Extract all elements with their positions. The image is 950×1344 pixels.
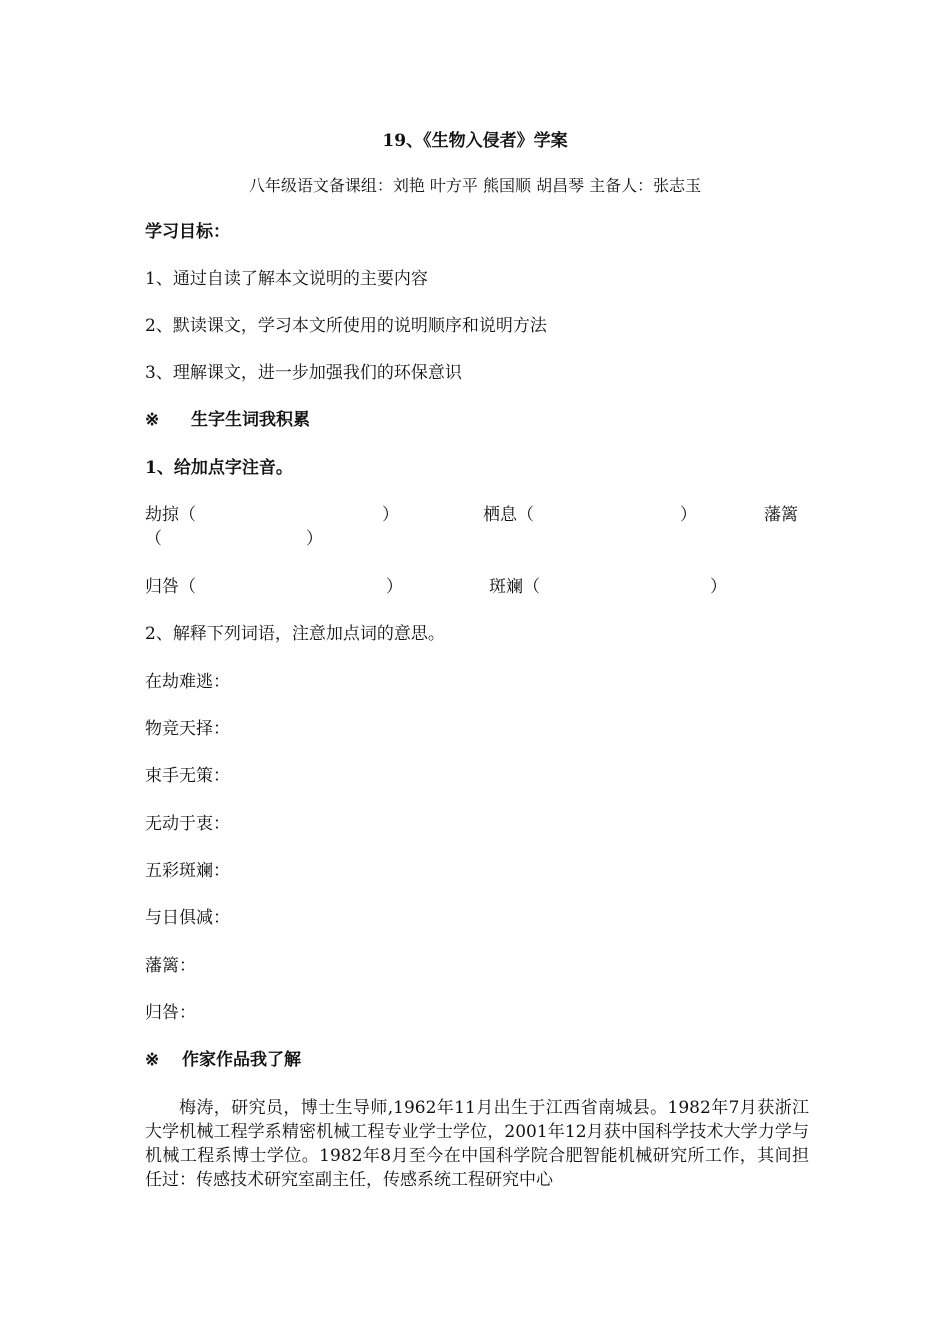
section-author-heading bbox=[145, 1048, 301, 1072]
objective-item-2: 2、默读课文，学习本文所使用的说明顺序和说明方法 bbox=[145, 316, 547, 336]
reference-mark-symbol: ※ bbox=[145, 1050, 160, 1070]
pinyin-close-5: ） bbox=[710, 577, 727, 597]
section-vocab-heading bbox=[145, 408, 310, 432]
objective-item-3: 3、理解课文，进一步加强我们的环保意识 bbox=[145, 363, 462, 383]
document-title: 19、《生物入侵者》学案 bbox=[382, 131, 568, 151]
term-item: 在劫难逃： bbox=[145, 672, 230, 692]
term-item: 束手无策： bbox=[145, 766, 230, 786]
objectives-heading: 学习目标： bbox=[145, 222, 230, 242]
pinyin-close-4: ） bbox=[386, 577, 403, 597]
term-item: 归咎： bbox=[145, 1003, 196, 1023]
pinyin-word-1: 劫掠（ bbox=[145, 505, 196, 525]
pinyin-close-2: ） bbox=[680, 505, 697, 525]
pinyin-word-2: 栖息（ bbox=[483, 505, 534, 525]
section-vocab-title: 生字生词我积累 bbox=[191, 410, 310, 430]
term-item: 藩篱： bbox=[145, 956, 196, 976]
question-pinyin: 1、给加点字注音。 bbox=[145, 458, 293, 478]
term-item: 与日俱减： bbox=[145, 908, 230, 928]
pinyin-word-4: 归咎（ bbox=[145, 577, 196, 597]
pinyin-word-3: 藩篱 bbox=[764, 505, 798, 525]
term-item: 无动于衷： bbox=[145, 814, 230, 834]
pinyin-close-1: ） bbox=[382, 505, 399, 525]
section-author-title: 作家作品我了解 bbox=[182, 1050, 301, 1070]
pinyin-open-3: （ bbox=[145, 529, 162, 549]
term-item: 物竞天择： bbox=[145, 719, 230, 739]
pinyin-close-3: ） bbox=[306, 529, 323, 549]
question-definitions: 2、解释下列词语，注意加点词的意思。 bbox=[145, 624, 445, 644]
reference-mark-symbol: ※ bbox=[145, 410, 160, 430]
pinyin-word-5: 斑斓（ bbox=[489, 577, 540, 597]
document-subtitle: 八年级语文备课组：刘艳 叶方平 熊国顺 胡昌琴 主备人：张志玉 bbox=[248, 176, 702, 195]
author-bio-paragraph: 梅涛，研究员，博士生导师,1962年11月出生于江西省南城县。1982年7月获浙江大学机械工程学系精密机械工程专业学士学位，2001年12月获中国科学技术大学力学与机械工程系博士学位。1982年8月至今在中国科学院合肥智能机械研究所工作，其间担任过：传感技术研究室副主任，传感系统工程研究中心 bbox=[145, 1098, 809, 1190]
term-item: 五彩斑斓： bbox=[145, 861, 230, 881]
objective-item-1: 1、通过自读了解本文说明的主要内容 bbox=[145, 269, 428, 289]
